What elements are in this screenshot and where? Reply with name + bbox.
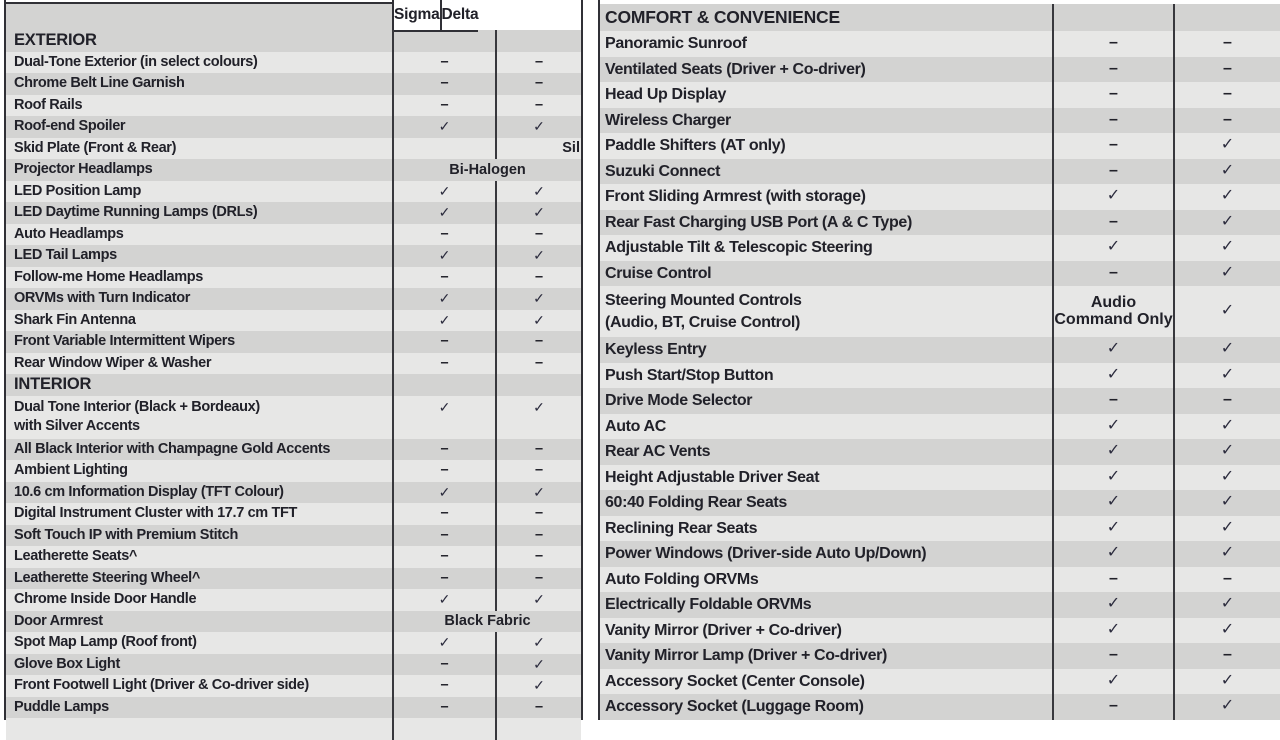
feature-value: – [392, 503, 495, 525]
column-header-sigma: Sigma [392, 0, 440, 32]
feature-value: – [495, 503, 581, 525]
column-header-delta: Delta [440, 0, 479, 32]
spec-row [6, 138, 581, 160]
feature-label: 60:40 Folding Rear Seats [605, 494, 787, 512]
feature-label: Front Sliding Armrest (with storage) [605, 188, 866, 206]
feature-value: – [392, 697, 495, 719]
spec-row [600, 618, 1280, 644]
feature-value: – [495, 73, 581, 95]
feature-label: Dual-Tone Exterior (in select colours) [14, 53, 258, 70]
feature-value: ✓ [1173, 618, 1280, 644]
feature-label: Suzuki Connect [605, 162, 721, 180]
feature-value: ✓ [1173, 133, 1280, 159]
feature-value: – [392, 654, 495, 676]
feature-label: Roof Rails [14, 96, 83, 113]
feature-label: Cruise Control [605, 264, 712, 282]
feature-value: – [495, 52, 581, 74]
feature-value: ✓ [392, 396, 495, 439]
spec-row [600, 82, 1280, 108]
spec-row [600, 439, 1280, 465]
feature-value [495, 718, 581, 740]
feature-label: Soft Touch IP with Premium Stitch [14, 526, 238, 543]
feature-value: – [495, 460, 581, 482]
spec-row [6, 482, 581, 504]
feature-value [392, 718, 495, 740]
feature-value: ✓ [1173, 414, 1280, 440]
spec-row [600, 57, 1280, 83]
spec-row [600, 159, 1280, 185]
feature-value: – [392, 267, 495, 289]
spec-row [600, 286, 1280, 337]
spec-row [600, 490, 1280, 516]
spec-row [6, 675, 581, 697]
feature-value: – [392, 546, 495, 568]
feature-label: 10.6 cm Information Display (TFT Colour) [14, 483, 284, 500]
section-row [6, 30, 581, 52]
feature-value: – [495, 353, 581, 375]
left-table-rows [6, 30, 581, 740]
feature-value: ✓ [392, 116, 495, 138]
spec-row [600, 465, 1280, 491]
feature-value: – [1052, 567, 1173, 593]
feature-label: Rear Window Wiper & Washer [14, 354, 212, 371]
feature-value: ✓ [1052, 516, 1173, 542]
feature-value: ✓ [495, 482, 581, 504]
right-table-rows [600, 0, 1280, 720]
feature-label: Glove Box Light [14, 655, 120, 672]
comfort-convenience-spec-table [598, 0, 1280, 720]
feature-value: ✓ [1173, 465, 1280, 491]
feature-label: Wireless Charger [605, 111, 731, 129]
spec-row [6, 568, 581, 590]
feature-value: – [1173, 82, 1280, 108]
feature-label: Chrome Belt Line Garnish [14, 75, 185, 92]
feature-value: ✓ [392, 589, 495, 611]
spec-row [6, 202, 581, 224]
feature-label: Height Adjustable Driver Seat [605, 468, 820, 486]
feature-value: ✓ [495, 589, 581, 611]
feature-label: Steering Mounted Controls (Audio, BT, Cruise Control) [605, 292, 802, 331]
feature-value [495, 374, 581, 396]
feature-value: ✓ [392, 632, 495, 654]
feature-value: – [495, 331, 581, 353]
feature-value: ✓ [1173, 235, 1280, 261]
feature-value: – [392, 353, 495, 375]
spec-row [6, 159, 581, 181]
spec-row [6, 439, 581, 461]
feature-value: – [392, 675, 495, 697]
feature-label: LED Position Lamp [14, 182, 141, 199]
feature-value: ✓ [1052, 541, 1173, 567]
feature-label: Panoramic Sunroof [605, 35, 747, 53]
feature-value: ✓ [392, 202, 495, 224]
feature-value: – [1052, 694, 1173, 720]
spec-row [600, 541, 1280, 567]
spec-row [6, 525, 581, 547]
section-row [600, 0, 1280, 31]
feature-value: ✓ [1173, 669, 1280, 695]
feature-label: Front Footwell Light (Driver & Co-driver side) [14, 677, 309, 694]
feature-value: – [1173, 31, 1280, 57]
feature-value: ✓ [392, 181, 495, 203]
feature-value: ✓ [495, 310, 581, 332]
feature-value: – [1052, 57, 1173, 83]
feature-value: ✓ [495, 632, 581, 654]
section-header: EXTERIOR [14, 30, 97, 49]
section-row [6, 374, 581, 396]
feature-value: – [1052, 31, 1173, 57]
spec-row [600, 592, 1280, 618]
spec-row [6, 546, 581, 568]
spec-row [6, 611, 581, 633]
feature-label: Rear AC Vents [605, 443, 711, 461]
feature-label: Puddle Lamps [14, 698, 109, 715]
feature-value: – [1052, 388, 1173, 414]
feature-value: ✓ [1173, 490, 1280, 516]
feature-label: Keyless Entry [605, 341, 707, 359]
feature-value: – [1173, 57, 1280, 83]
spec-row [6, 718, 581, 740]
feature-label: LED Tail Lamps [14, 247, 117, 264]
header-spacer-cell [6, 2, 392, 30]
feature-value: – [392, 460, 495, 482]
feature-value: – [1173, 643, 1280, 669]
feature-value: – [495, 439, 581, 461]
feature-value [1052, 4, 1173, 31]
spec-row [6, 331, 581, 353]
feature-value: – [495, 267, 581, 289]
spec-row [600, 261, 1280, 287]
feature-value: – [495, 568, 581, 590]
spec-row [6, 632, 581, 654]
feature-value: ✓ [1052, 414, 1173, 440]
feature-value: ✓ [1173, 159, 1280, 185]
feature-value: – [392, 224, 495, 246]
feature-label: Auto Folding ORVMs [605, 570, 759, 588]
spec-row [6, 310, 581, 332]
feature-value: – [392, 331, 495, 353]
feature-label: Paddle Shifters (AT only) [605, 137, 786, 155]
feature-value: – [392, 568, 495, 590]
spec-row [6, 267, 581, 289]
feature-value: ✓ [1052, 439, 1173, 465]
spec-row [6, 116, 581, 138]
spec-row [6, 52, 581, 74]
spec-row [6, 503, 581, 525]
feature-value: – [1173, 567, 1280, 593]
feature-value: ✓ [495, 116, 581, 138]
feature-value: – [1173, 388, 1280, 414]
feature-value: – [392, 73, 495, 95]
feature-label: Leatherette Steering Wheel^ [14, 569, 200, 586]
feature-label: Door Armrest [14, 612, 103, 629]
feature-value: ✓ [1173, 286, 1280, 337]
feature-value [392, 138, 495, 160]
feature-label: Electrically Foldable ORVMs [605, 596, 812, 614]
section-header: INTERIOR [14, 374, 92, 393]
feature-value: – [1173, 108, 1280, 134]
spec-row [600, 337, 1280, 363]
variant-header-row [6, 0, 581, 30]
feature-value-span: Bi-Halogen [392, 159, 581, 181]
spec-row [6, 181, 581, 203]
spec-row [600, 694, 1280, 720]
feature-value: Audio Command Only [1052, 286, 1173, 337]
feature-value: ✓ [495, 654, 581, 676]
feature-value: ✓ [1173, 541, 1280, 567]
feature-value: ✓ [1052, 592, 1173, 618]
spec-row [6, 224, 581, 246]
spec-row [6, 245, 581, 267]
feature-value [495, 30, 581, 52]
feature-label: Spot Map Lamp (Roof front) [14, 634, 197, 651]
feature-label: Chrome Inside Door Handle [14, 591, 197, 608]
feature-value: ✓ [392, 245, 495, 267]
feature-value: ✓ [495, 245, 581, 267]
feature-value: – [1052, 82, 1173, 108]
feature-value: – [1052, 210, 1173, 236]
feature-value: ✓ [1173, 592, 1280, 618]
feature-value: ✓ [495, 288, 581, 310]
feature-value: ✓ [392, 310, 495, 332]
section-header: COMFORT & CONVENIENCE [605, 6, 840, 27]
feature-value: – [1052, 261, 1173, 287]
feature-label: LED Daytime Running Lamps (DRLs) [14, 204, 258, 221]
feature-value: ✓ [1052, 490, 1173, 516]
feature-label: Auto AC [605, 417, 666, 435]
spec-row [600, 643, 1280, 669]
feature-value [392, 374, 495, 396]
feature-value: – [495, 525, 581, 547]
feature-value: – [495, 95, 581, 117]
feature-value: ✓ [1052, 465, 1173, 491]
spec-row [6, 353, 581, 375]
spec-row [6, 654, 581, 676]
feature-value: ✓ [1052, 618, 1173, 644]
spec-row [6, 460, 581, 482]
feature-value: – [1052, 133, 1173, 159]
feature-value: ✓ [1052, 235, 1173, 261]
spec-row [600, 567, 1280, 593]
feature-label: Roof-end Spoiler [14, 118, 126, 135]
feature-value: ✓ [1173, 516, 1280, 542]
feature-value: – [1052, 643, 1173, 669]
feature-value: – [392, 95, 495, 117]
feature-label: Dual Tone Interior (Black + Bordeaux) with Silver Accents [14, 398, 260, 434]
spec-row [600, 414, 1280, 440]
spec-row [6, 73, 581, 95]
feature-label: Projector Headlamps [14, 161, 153, 178]
feature-label: Reclining Rear Seats [605, 519, 758, 537]
feature-label: Vanity Mirror Lamp (Driver + Co-driver) [605, 647, 887, 665]
feature-value: ✓ [1173, 694, 1280, 720]
feature-label: Leatherette Seats^ [14, 548, 138, 565]
feature-label: All Black Interior with Champagne Gold Accents [14, 440, 331, 457]
feature-value: ✓ [392, 288, 495, 310]
feature-label: Head Up Display [605, 86, 727, 104]
feature-value: ✓ [1173, 363, 1280, 389]
feature-value: ✓ [1173, 210, 1280, 236]
exterior-interior-spec-table [4, 0, 583, 720]
feature-label: Power Windows (Driver-side Auto Up/Down) [605, 545, 927, 563]
feature-value [1173, 4, 1280, 31]
spec-row [600, 133, 1280, 159]
spec-row [6, 396, 581, 439]
feature-value: – [392, 52, 495, 74]
feature-label: ORVMs with Turn Indicator [14, 290, 190, 307]
spec-row [6, 288, 581, 310]
spec-row [600, 388, 1280, 414]
feature-label: Front Variable Intermittent Wipers [14, 333, 235, 350]
feature-label: Accessory Socket (Center Console) [605, 672, 865, 690]
feature-value: ✓ [1173, 337, 1280, 363]
feature-value: – [392, 525, 495, 547]
feature-value: ✓ [1052, 363, 1173, 389]
feature-value: – [1052, 159, 1173, 185]
feature-value: – [495, 697, 581, 719]
spec-row [6, 95, 581, 117]
feature-value: ✓ [495, 675, 581, 697]
feature-value: ✓ [495, 202, 581, 224]
feature-label: Accessory Socket (Luggage Room) [605, 698, 864, 716]
feature-label: Drive Mode Selector [605, 392, 753, 410]
spec-row [600, 669, 1280, 695]
spec-row [6, 697, 581, 719]
feature-value: – [392, 439, 495, 461]
feature-label: Push Start/Stop Button [605, 366, 774, 384]
spec-row [600, 516, 1280, 542]
feature-value: – [495, 224, 581, 246]
feature-value: – [1052, 108, 1173, 134]
feature-label: Follow-me Home Headlamps [14, 268, 203, 285]
feature-value: ✓ [495, 396, 581, 439]
feature-value: ✓ [1052, 669, 1173, 695]
spec-row [600, 210, 1280, 236]
feature-label: Digital Instrument Cluster with 17.7 cm TFT [14, 505, 298, 522]
spec-row [600, 108, 1280, 134]
feature-value: ✓ [1173, 261, 1280, 287]
feature-label: Rear Fast Charging USB Port (A & C Type) [605, 213, 912, 231]
feature-value [392, 30, 495, 52]
feature-value-span: Black Fabric [392, 611, 581, 633]
feature-value: – [495, 546, 581, 568]
feature-value: Sil [495, 138, 581, 160]
spec-row [600, 363, 1280, 389]
spec-row [600, 31, 1280, 57]
feature-value: ✓ [1052, 184, 1173, 210]
feature-label: Skid Plate (Front & Rear) [14, 139, 177, 156]
feature-value: ✓ [1052, 337, 1173, 363]
spec-row [600, 184, 1280, 210]
feature-label: Adjustable Tilt & Telescopic Steering [605, 239, 873, 257]
feature-label: Auto Headlamps [14, 225, 124, 242]
feature-value: ✓ [495, 181, 581, 203]
feature-label: Shark Fin Antenna [14, 311, 136, 328]
spec-row [600, 235, 1280, 261]
feature-value: ✓ [1173, 184, 1280, 210]
feature-value: ✓ [392, 482, 495, 504]
feature-label: Vanity Mirror (Driver + Co-driver) [605, 621, 842, 639]
feature-label: Ambient Lighting [14, 462, 128, 479]
feature-label: Ventilated Seats (Driver + Co-driver) [605, 60, 866, 78]
feature-value: ✓ [1173, 439, 1280, 465]
spec-row [6, 589, 581, 611]
